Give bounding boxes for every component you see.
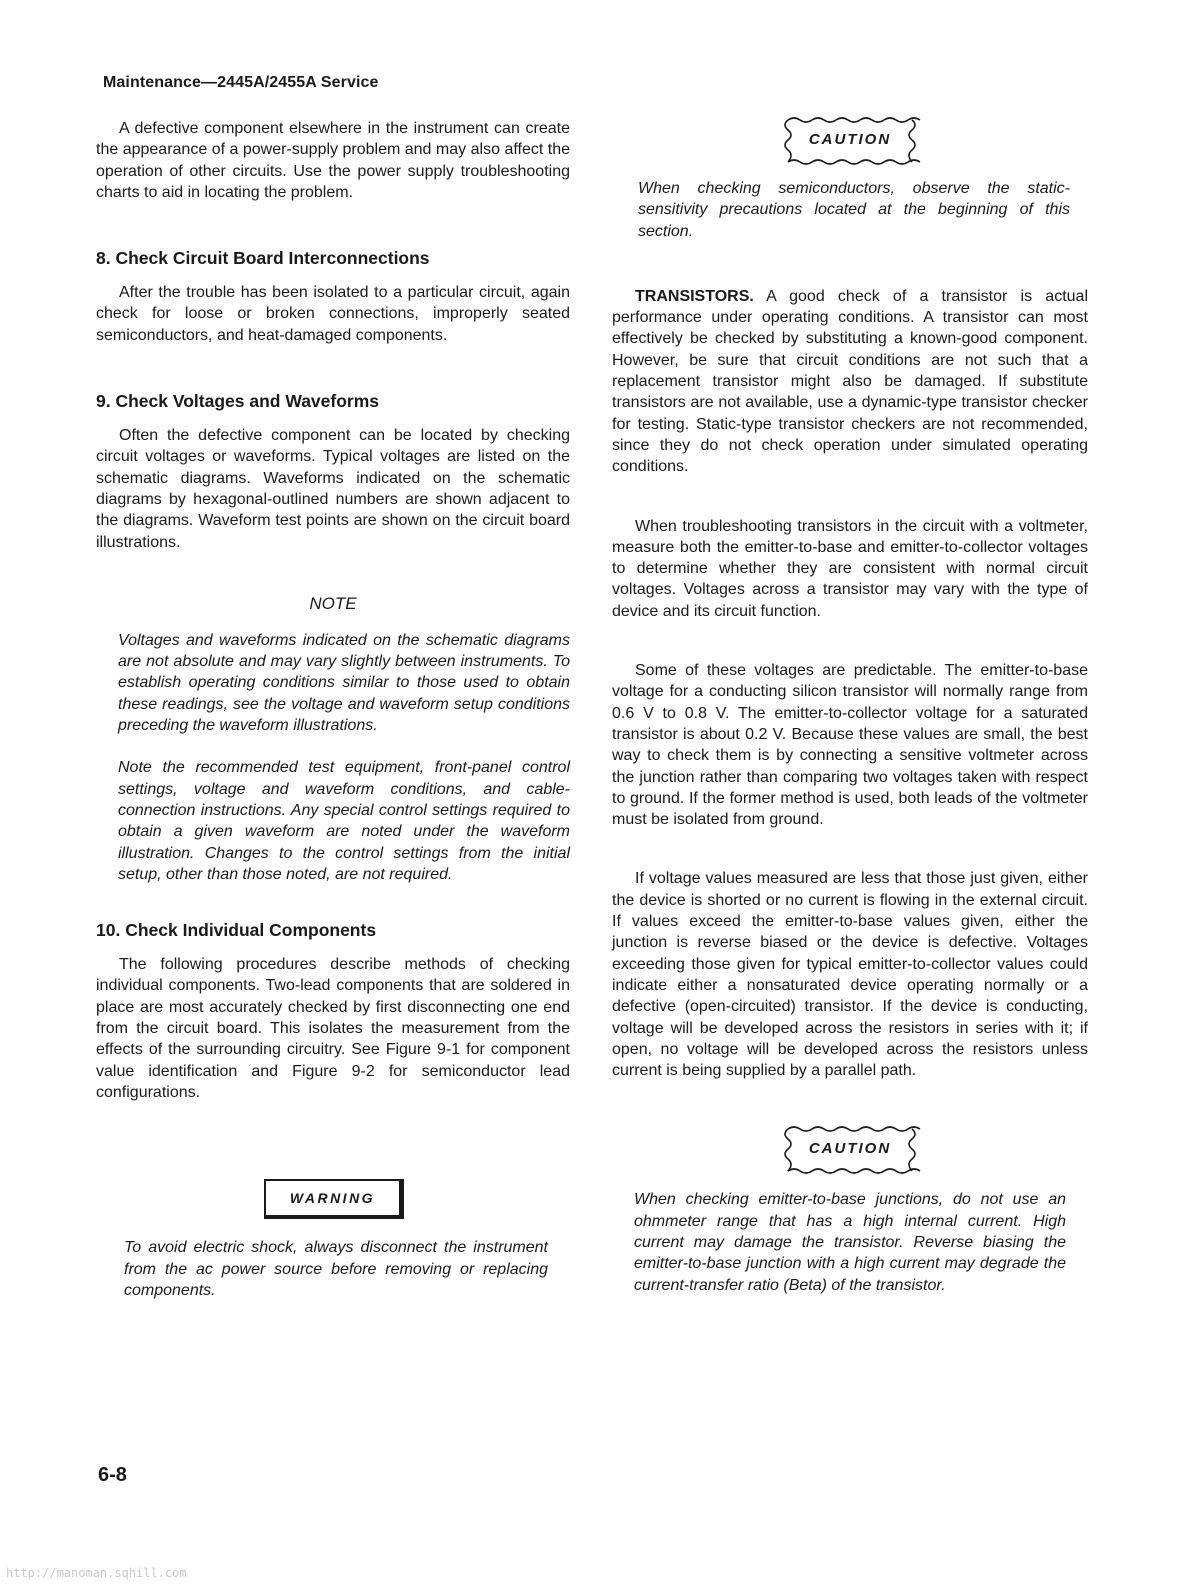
caution-text-2: When checking emitter-to-base junctions, do not use an ohmmeter range that has a high internal current. High current may damage the transistor. Reverse biasing the emitter-to-base junction with a high current may degrade the current-transfer ratio (Beta) of the transistor. xyxy=(634,1191,1066,1294)
caution-box-2 xyxy=(778,1123,922,1177)
warning-box xyxy=(264,1179,404,1219)
warning-text: To avoid electric shock, always disconnect the instrument from the ac power source before removing or replacing components. xyxy=(124,1239,548,1299)
section-9-body: Often the defective component can be located by checking circuit voltages or waveforms. Typical voltages are listed on the schematic diagrams. Waveforms indicated on the schematic diagrams by hexagonal-outlined numbers are shown adjacent to the diagrams. Waveform test points are shown on the circuit board illustrations. xyxy=(96,427,570,551)
section-9-heading: 9. Check Voltages and Waveforms xyxy=(96,391,380,412)
paragraph-predictable-voltages: Some of these voltages are predictable. The emitter-to-base voltage for a conducting silicon transistor will normally range from 0.6 V to 0.8 V. The emitter-to-collector voltage for a saturated transistor is about 0.2 V. Because these values are small, the best way to check them is by connecting a sensitive voltmeter across the junction rather than comparing two voltages taken with respect to ground. If the former method is used, both leads of the voltmeter must be isolated from ground. xyxy=(612,662,1088,829)
paragraph-defective-component: A defective component elsewhere in the instrument can create the appearance of a power-supply problem and may also affect the operation of other circuits. Use the power supply troubleshooting charts to aid in locating the problem. xyxy=(96,120,570,201)
caution-label-2: CAUTION xyxy=(808,1140,892,1158)
caution-label-1: CAUTION xyxy=(808,131,892,148)
warning-label: WARNING xyxy=(289,1190,376,1207)
watermark-url: http://manoman.sqhill.com xyxy=(6,1566,187,1580)
caution-text-1: When checking semiconductors, observe the static-sensitivity precautions located at the beginning of this section. xyxy=(638,180,1070,240)
paragraph-voltmeter: When troubleshooting transistors in the circuit with a voltmeter, measure both the emitter-to-base and emitter-to-collector voltages to determine whether they are consistent with normal circuit voltages. Voltages across a transistor may vary with the type of device and its circuit function. xyxy=(612,517,1088,620)
running-head: Maintenance—2445A/2455A Service xyxy=(103,74,379,91)
section-10-heading: 10. Check Individual Components xyxy=(96,920,377,941)
section-10-body: The following procedures describe methods of checking individual components. Two-lead components that are soldered in place are most accurately checked by first disconnecting one end from the circuit board. This isolates the measurement from the effects of the surrounding circuitry. See Figure 9-1 for component value identification and Figure 9-2 for semiconductor lead configurations. xyxy=(96,956,570,1101)
transistors-body: A good check of a transistor is actual performance under operating conditions. A transistor can most effectively be checked by substituting a known-good component. However, be sure that circuit conditions are not such that a replacement transistor might also be damaged. If substitute transistors are not available, use a dynamic-type transistor checker for testing. Static-type transistor checkers are not recommended, since they do not check operation under simulated operating conditions. xyxy=(612,287,1088,476)
transistors-paragraph xyxy=(612,286,1088,478)
caution-box-1 xyxy=(778,114,922,168)
paragraph-voltage-values: If voltage values measured are less that those just given, either the device is shorted or no current is flowing in the external circuit. If values exceed the emitter-to-base values given, either the junction is reverse biased or the device is defective. Voltages exceeding those given for typical emitter-to-collector values could indicate either a nonsaturated device operating normally or a defective (open-circuited) transistor. If the device is conducting, voltage will be developed across the resistors in series with it; if open, no voltage will be developed across the resistors unless current is being supplied by a parallel path. xyxy=(612,870,1088,1080)
note-paragraph-2: Note the recommended test equipment, front-panel control settings, voltage and waveform conditions, and cable-connection instructions. Any special control settings required to obtain a given waveform are noted under the waveform illustration. Changes to the control settings from the initial setup, other than those noted, are not required. xyxy=(118,759,570,883)
transistors-lead: TRANSISTORS. xyxy=(635,287,754,305)
section-8-body: After the trouble has been isolated to a particular circuit, again check for loose or broken connections, improperly seated semiconductors, and heat-damaged components. xyxy=(96,284,570,344)
left-column xyxy=(96,118,570,1301)
note-paragraph-1: Voltages and waveforms indicated on the schematic diagrams are not absolute and may vary slightly between instruments. To establish operating conditions similar to those used to obtain these readings, see the voltage and waveform setup conditions preceding the waveform illustrations. xyxy=(118,631,570,735)
right-column xyxy=(612,118,1088,1296)
page-number: 6-8 xyxy=(98,1464,127,1486)
note-heading: NOTE xyxy=(309,593,357,613)
section-8-heading: 8. Check Circuit Board Interconnections xyxy=(96,248,430,269)
